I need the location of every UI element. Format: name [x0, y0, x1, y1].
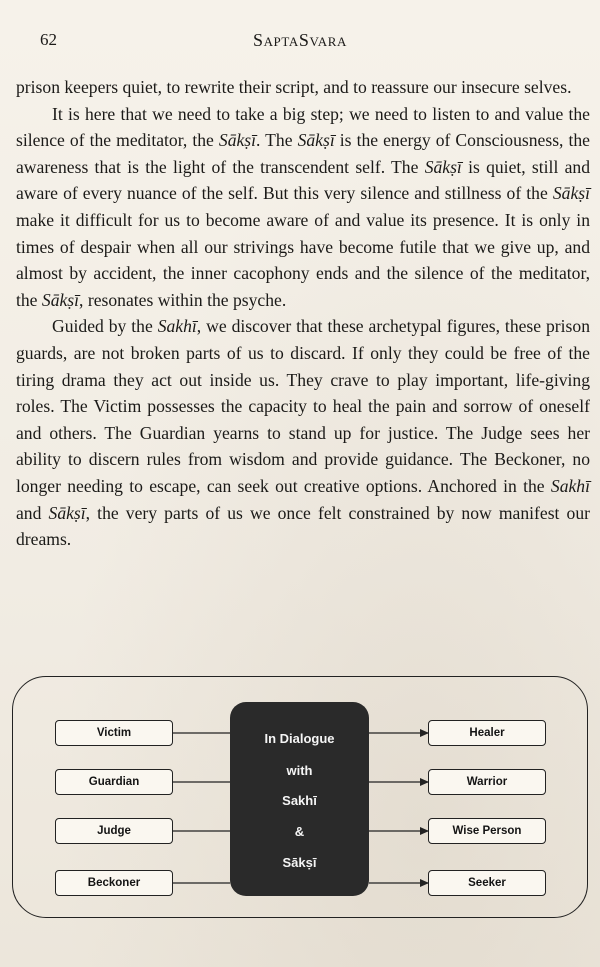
italic-term: Sākṣī — [48, 502, 86, 523]
paragraph-3 — [16, 313, 590, 552]
text-run: Guided by the — [52, 316, 158, 337]
center-line-2: with — [286, 763, 313, 778]
node-victim: Victim — [55, 720, 173, 746]
body-text — [16, 74, 590, 553]
italic-term: Sākṣī — [41, 289, 80, 310]
node-healer: Healer — [428, 720, 546, 746]
node-judge: Judge — [55, 818, 173, 844]
italic-term: Sākṣī — [424, 156, 462, 177]
text-run: is the energy of Consciousness, the awareness that is the light of the transcendent self. The — [16, 130, 590, 177]
center-line-3: Sakhī — [282, 793, 317, 808]
text-run: prison keepers quiet, to rewrite their script, and to reassure our insecure selves. — [16, 77, 572, 97]
node-beckoner: Beckoner — [55, 870, 173, 896]
text-run: , the very parts of us we once felt constrained by now manifest our dreams. — [16, 502, 590, 550]
center-line-4: & — [294, 824, 305, 839]
italic-term: Sākṣī — [552, 183, 590, 204]
book-title: SaptaSvara — [252, 30, 348, 50]
center-dialogue-box — [230, 702, 369, 896]
text-run: , resonates within the psyche. — [79, 289, 287, 310]
text-run: , we discover that these archetypal figures, these prison guards, are not broken parts of us to discard. If only they could be free of the tiring drama they act out inside us. They crave to play important, life-giving roles. The Victim possesses the capacity to heal the pain and sorrow of oneself and others. The Guardian yearns to stand up for justice. The Judge sees her ability to discern rules from wisdom and provide guidance. The Beckoner, no longer needing to escape, can seek out creative options. Anchored in the — [16, 316, 590, 496]
text-run: . The — [256, 130, 298, 151]
paragraph-2 — [16, 101, 590, 314]
italic-term: Sākṣī — [218, 130, 257, 151]
italic-term: Sakhī — [550, 475, 590, 496]
node-wise-person: Wise Person — [428, 818, 546, 844]
node-seeker: Seeker — [428, 870, 546, 896]
text-run: is quiet, still and aware of every nuance of the self. But this very silence and stillness of the — [16, 156, 590, 204]
italic-term: Sākṣī — [297, 130, 335, 151]
text-run: make it difficult for us to become aware of and value its presence. It is only in times of despair when all our strivings have become futile that we give up, and almost by accident, the inner cacophony ends and the silence of the meditator, the — [16, 209, 590, 310]
italic-term: Sakhī — [157, 316, 197, 337]
center-line-1: In Dialogue — [264, 731, 335, 746]
paragraph-1 — [16, 74, 590, 101]
text-run: and — [16, 502, 49, 523]
node-guardian: Guardian — [55, 769, 173, 795]
node-warrior: Warrior — [428, 769, 546, 795]
text-run: It is here that we need to take a big step; we need to listen to and value the silence of the meditator, the — [16, 103, 590, 151]
center-line-5: Sākṣī — [282, 855, 317, 870]
page-number: 62 — [40, 30, 57, 49]
running-head — [0, 28, 600, 52]
